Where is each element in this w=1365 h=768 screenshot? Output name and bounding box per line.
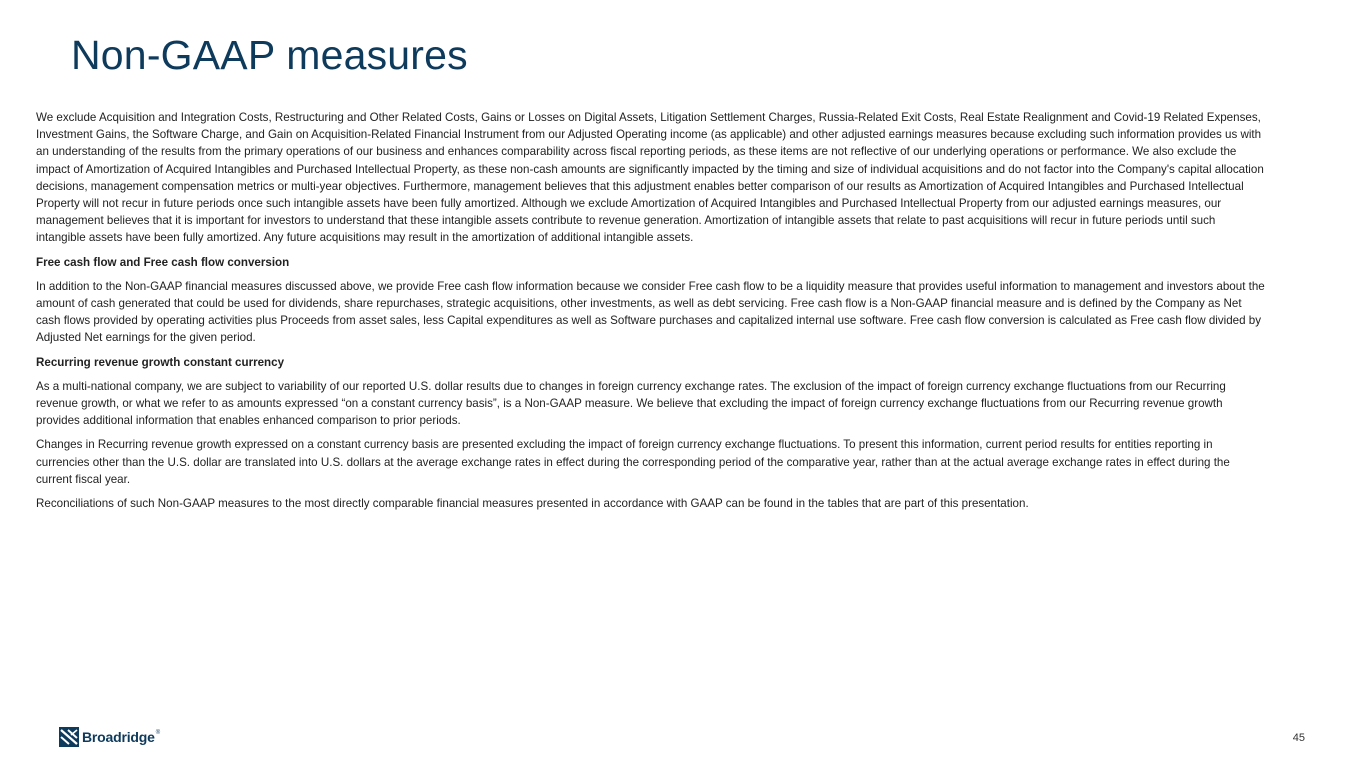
company-logo (59, 727, 160, 747)
broadridge-logo-icon (59, 727, 79, 747)
page-number: 45 (1292, 732, 1305, 744)
reconciliation-paragraph: Reconciliations of such Non-GAAP measures to the most directly comparable financial measures presented in accordance with GAAP can be found in the tables that are part of this presentation. (36, 497, 1029, 511)
fcf-heading: Free cash flow and Free cash flow conversion (36, 255, 290, 269)
fcf-paragraph: In addition to the Non-GAAP financial measures discussed above, we provide Free cash flow information because we consider Free cash flow to be a liquidity measure that provides useful information to management and investors about the amount of cash generated that could be used for dividends, share repurchases, strategic acquisitions, other investments, as well as debt servicing. Free cash flow is a Non-GAAP financial measure and is defined by the Company as Net cash flows provided by operating activities plus Proceeds from asset sales, less Capital expenditures as well as Software purchases and capitalized internal use software. Free cash flow conversion is calculated as Free cash flow divided by Adjusted Net earnings for the given period. (36, 279, 1265, 345)
logo-trademark: ® (155, 730, 161, 736)
recurring-revenue-paragraph-2: Changes in Recurring revenue growth expressed on a constant currency basis are presented excluding the impact of foreign currency exchange fluctuations. To present this information, current period results for entities reporting in currencies other than the U.S. dollar are translated into U.S. dollars at the average exchange rates in effect during the corresponding period of the comparative year, rather than at the actual average exchange rates in effect during the current fiscal year. (36, 438, 1230, 486)
page-title: Non-GAAP measures (71, 32, 468, 78)
logo-text: Broadridge (82, 729, 155, 745)
recurring-revenue-heading: Recurring revenue growth constant currency (36, 355, 285, 369)
body-content (36, 109, 1268, 519)
intro-paragraph: We exclude Acquisition and Integration Costs, Restructuring and Other Related Costs, Gains or Losses on Digital Assets, Litigation Settlement Charges, Russia-Related Exit Costs, Real Estate Realignment and Covid-19 Related Expenses, Investment Gains, the Software Charge, and Gain on Acquisition-Related Financial Instrument from our Adjusted Operating income (as applicable) and other adjusted earnings measures because excluding such information provides us with an understanding of the results from the primary operations of our business and enhances comparability across fiscal reporting periods, as these items are not reflective of our underlying operations or performance. We also exclude the impact of Amortization of Acquired Intangibles and Purchased Intellectual Property, as these non-cash amounts are significantly impacted by the timing and size of individual acquisitions and do not factor into the Company's capital allocation decisions, management compensation metrics or multi-year objectives. Furthermore, management believes that this adjustment enables better comparison of our results as Amortization of Acquired Intangibles and Purchased Intellectual Property will not recur in future periods once such intangible assets have been fully amortized. Although we exclude Amortization of Acquired Intangibles and Purchased Intellectual Property from our adjusted earnings measures, our management believes that it is important for investors to understand that these intangible assets contribute to revenue generation. Amortization of intangible assets that relate to past acquisitions will recur in future periods until such intangible assets have been fully amortized. Any future acquisitions may result in the amortization of additional intangible assets. (36, 111, 1264, 245)
recurring-revenue-paragraph-1: As a multi-national company, we are subject to variability of our reported U.S. dollar results due to changes in foreign currency exchange rates. The exclusion of the impact of foreign currency exchange fluctuations from our Recurring revenue growth, or what we refer to as amounts expressed “on a constant currency basis”, is a Non-GAAP measure. We believe that excluding the impact of foreign currency exchange fluctuations from our Recurring revenue growth provides additional information that enables enhanced comparison to prior periods. (36, 379, 1226, 428)
